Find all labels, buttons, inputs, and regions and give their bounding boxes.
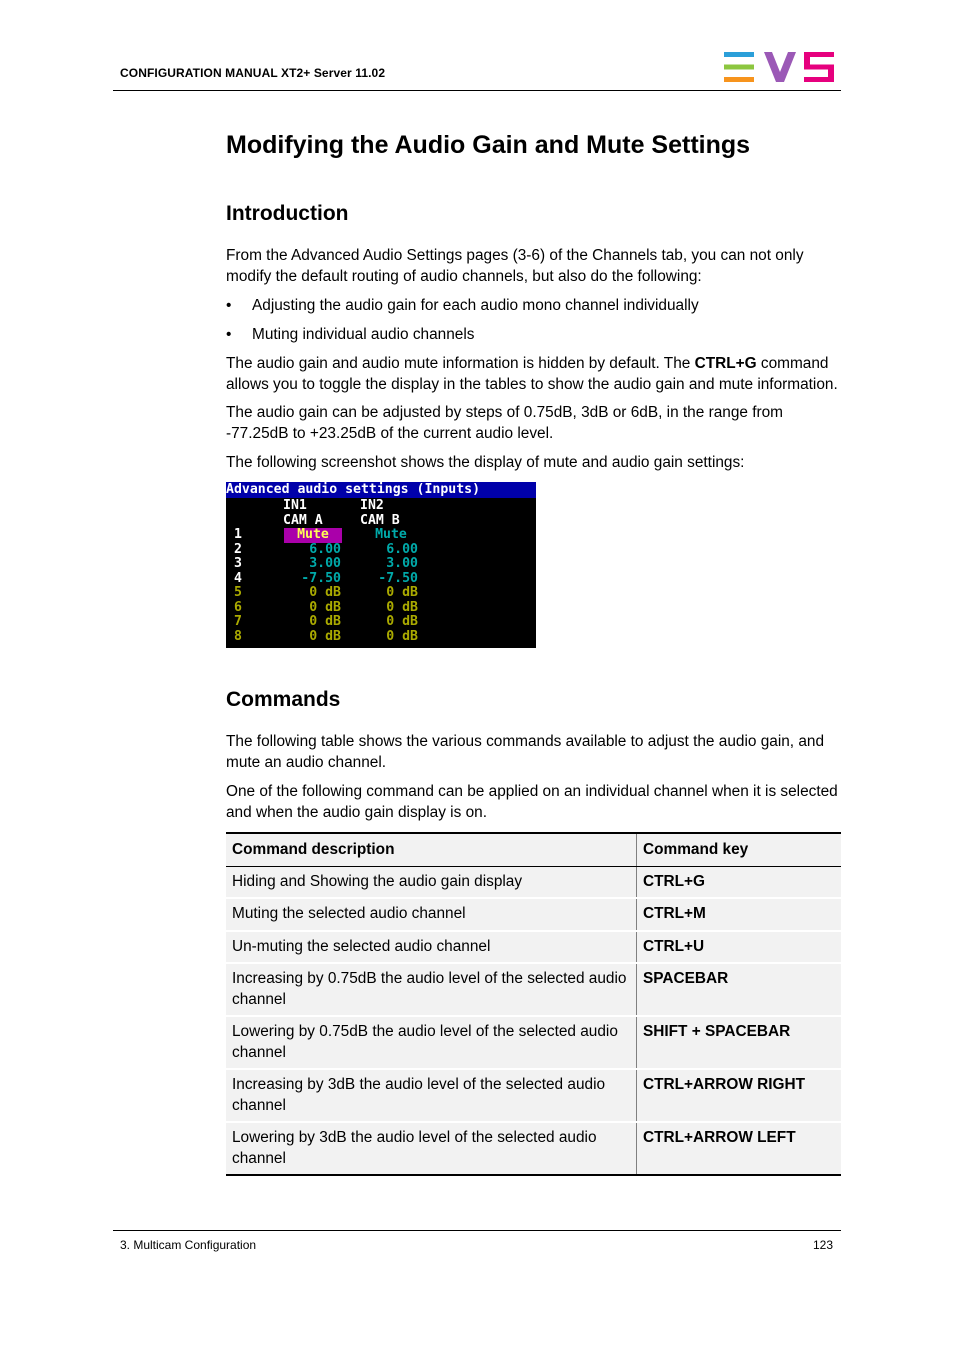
screen-row-number: 6 — [234, 599, 242, 615]
header-title: CONFIGURATION MANUAL XT2+ Server 11.02 — [120, 66, 386, 80]
screen-value-in2: 0 dB — [386, 599, 418, 615]
screen-value-in1: 6.00 — [309, 541, 341, 557]
column-header-in2: IN2 — [360, 498, 384, 513]
screen-value-in2: 6.00 — [386, 541, 418, 557]
header-rule — [113, 90, 841, 91]
screen-row-number: 8 — [234, 628, 242, 644]
intro-paragraph-3: The audio gain can be adjusted by steps of 0.75dB, 3dB or 6dB, in the range from -77.25dB to +23.25dB of the current audio level. — [226, 404, 783, 442]
screen-value-in2: 0 dB — [386, 614, 418, 629]
screen-value-in2: 0 dB — [386, 628, 418, 644]
screen-value-in2: 0 dB — [386, 585, 418, 600]
commands-table — [226, 832, 841, 1176]
screen-row-number: 7 — [234, 614, 242, 629]
screen-row-number: 2 — [234, 541, 242, 557]
screen-value-in1: -7.50 — [301, 570, 341, 586]
commands-paragraph-1: The following table shows the various commands available to adjust the audio gain, and mute an audio channel. — [226, 733, 825, 771]
intro-paragraph-1: From the Advanced Audio Settings pages (3-6) of the Channels tab, you can not only modify the default routing of audio channels, but also do the following: — [226, 247, 804, 285]
page-number: 123 — [812, 1238, 833, 1252]
footer-section: 3. Multicam Configuration — [120, 1238, 257, 1252]
screen-value-in1: 0 dB — [309, 628, 341, 644]
screen-row-number: 3 — [234, 556, 242, 571]
bullet-icon: • — [226, 297, 232, 314]
screen-value-in1: 0 dB — [309, 614, 341, 629]
table-header-row — [226, 833, 841, 866]
intro-paragraph-4: The following screenshot shows the display of mute and audio gain settings: — [226, 454, 745, 471]
bullet-icon: • — [226, 326, 232, 343]
table-row: Increasing by 0.75dB the audio level of the selected audio channel SPACEBAR — [226, 963, 841, 1016]
table-row: Increasing by 3dB the audio level of the selected audio channel CTRL+ARROW RIGHT — [226, 1069, 841, 1122]
screen-row-number: 4 — [234, 570, 242, 586]
table-row: Lowering by 3dB the audio level of the selected audio channel CTRL+ARROW LEFT — [226, 1122, 841, 1175]
screen-value-in2: -7.50 — [378, 570, 418, 586]
column-label-cam-b: CAM B — [360, 512, 400, 528]
screen-value-in1: 3.00 — [309, 556, 341, 571]
screen-title: Advanced audio settings (Inputs) — [226, 482, 536, 498]
page-title: Modifying the Audio Gain and Mute Settings — [226, 131, 751, 159]
column-header-key: Command key — [637, 833, 842, 866]
advanced-audio-settings-screenshot — [226, 482, 536, 648]
evs-logo — [724, 52, 836, 82]
table-row: Hiding and Showing the audio gain display CTRL+G — [226, 866, 841, 898]
table-row: Lowering by 0.75dB the audio level of the selected audio channel SHIFT + SPACEBAR — [226, 1016, 841, 1069]
screen-value-in2: 3.00 — [386, 556, 418, 571]
screen-value-in1: 0 dB — [309, 599, 341, 615]
column-header-description: Command description — [226, 833, 637, 866]
introduction-heading: Introduction — [226, 202, 349, 225]
commands-heading: Commands — [226, 688, 341, 711]
screen-value-in2: Mute — [375, 527, 407, 542]
screen-value-in1: 0 dB — [309, 585, 341, 600]
intro-paragraph-2: The audio gain and audio mute information is hidden by default. The CTRL+G command allows you to toggle the display in the tables to show the audio gain and mute information. — [226, 355, 838, 393]
column-label-cam-a: CAM A — [283, 512, 323, 528]
table-row: Muting the selected audio channel CTRL+M — [226, 898, 841, 931]
column-header-in1: IN1 — [283, 498, 307, 513]
screen-value-in1: Mute — [284, 528, 342, 543]
screen-row-number: 1 — [234, 527, 242, 542]
screen-row-number: 5 — [234, 585, 242, 600]
commands-paragraph-2: One of the following command can be applied on an individual channel when it is selected and when the audio gain display is on. — [226, 783, 838, 821]
table-row: Un-muting the selected audio channel CTRL+U — [226, 931, 841, 964]
footer-rule — [113, 1230, 841, 1231]
